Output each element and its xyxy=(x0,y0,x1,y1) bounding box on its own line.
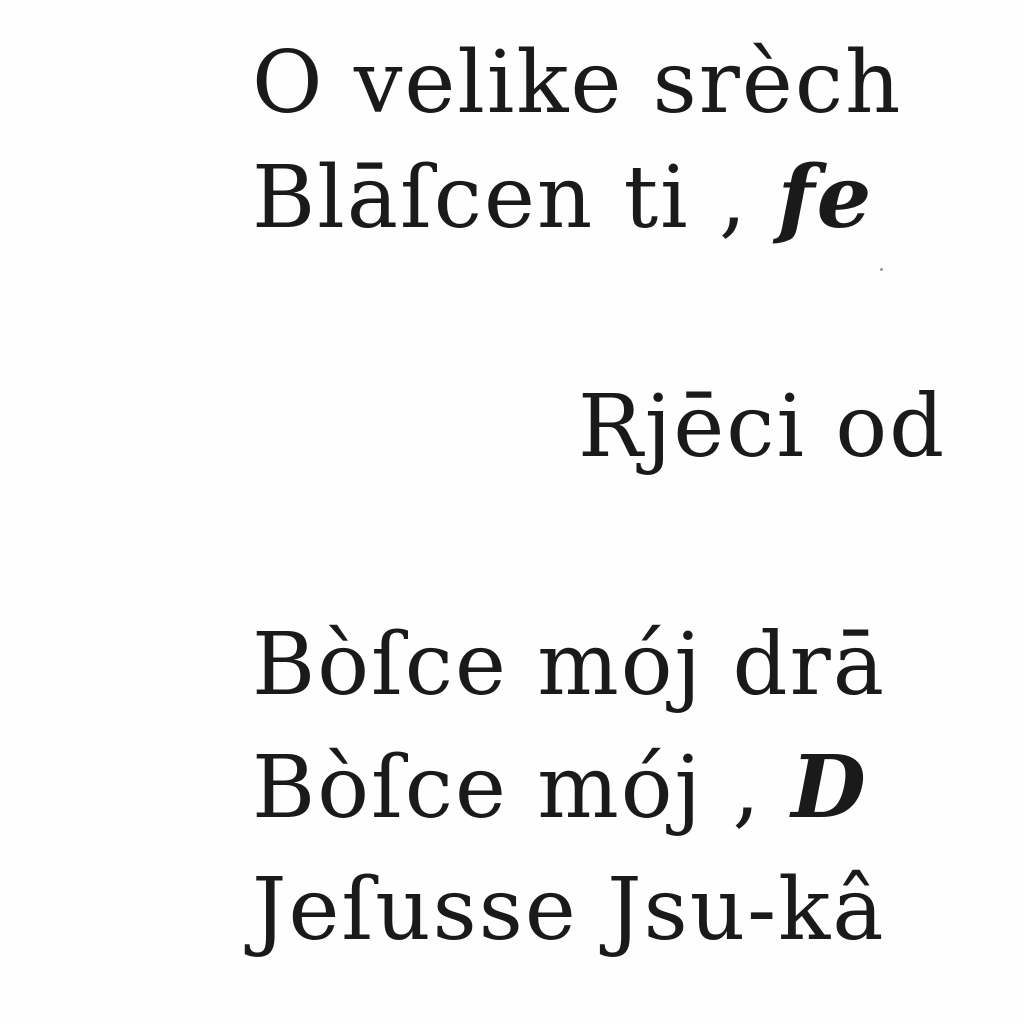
prayer-line-1 xyxy=(252,615,886,715)
prayer-line-2 xyxy=(252,737,868,838)
section-heading xyxy=(578,377,947,477)
verse-line-2 xyxy=(252,147,874,248)
prayer-line-2-italic-text: D xyxy=(791,737,868,838)
verse-line-2-italic-text: fe xyxy=(777,147,874,248)
section-heading-text: Rjēci od xyxy=(578,377,947,477)
verse-line-1-text: O velike srèch xyxy=(252,33,903,133)
verse-line-2-text: Blāſcen ti , xyxy=(252,148,778,248)
prayer-line-3 xyxy=(252,860,886,960)
ink-speck xyxy=(880,268,883,271)
prayer-line-2-text: Bòſce mój , xyxy=(252,738,792,838)
prayer-line-3-text: Jeſusse Jsu-kâ xyxy=(252,860,886,960)
verse-line-1 xyxy=(252,33,903,133)
prayer-line-1-text: Bòſce mój drā xyxy=(252,615,886,715)
